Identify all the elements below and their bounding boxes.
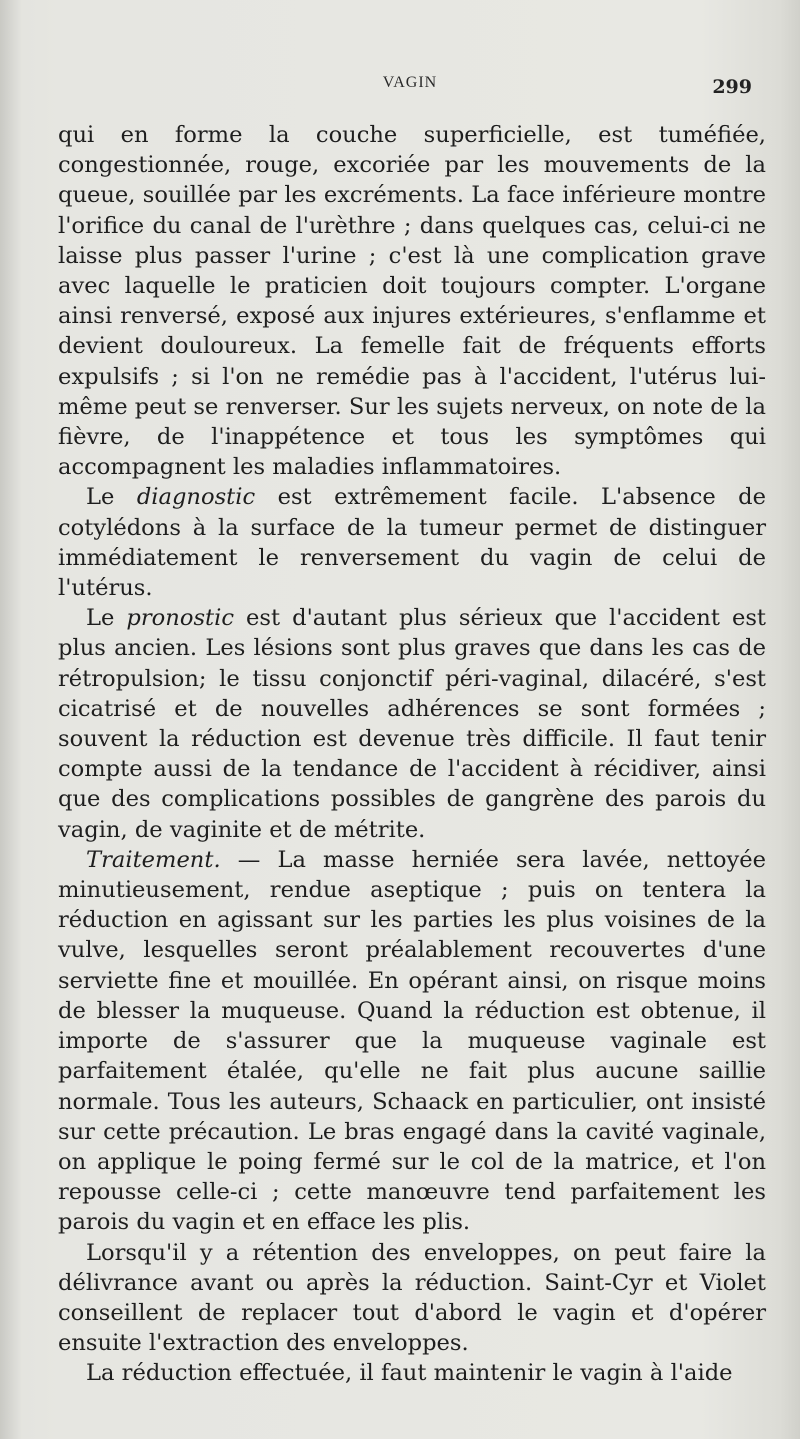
page-header [60, 74, 760, 104]
pronostic-term: pronostic [126, 605, 234, 632]
diagnostic-term: diagnostic [136, 484, 256, 511]
diagnostic-text: est extrêmement facile. L'absence de cotylédons à la surface de la tumeur permet de distinguer immédiatement le renversement du vagin de celui de l'utérus. [58, 484, 766, 602]
paragraph-diagnostic [58, 482, 766, 603]
traitement-term: Traitement. [86, 846, 221, 873]
page-body [58, 120, 766, 1389]
traitement-text: — La masse herniée sera lavée, nettoyée minutieusement, rendue aseptique ; puis on tentera la réduction en agissant sur les parties les plus voisines de la vulve, lesquelles seront préalablement recouvertes d'une serviette fine et mouillée. En opérant ainsi, on risque moins de blesser la muqueuse. Quand la réduction est obtenue, il importe de s'assurer que la muqueuse vaginale est parfaitement étalée, qu'elle ne fait plus aucune saillie normale. Tous les auteurs, Schaack en particulier, ont insisté sur cette précaution. Le bras engagé dans la cavité vaginale, on applique le poing fermé sur le col de la matrice, et l'on repousse celle-ci ; cette manœuvre tend parfaitement les parois du vagin et en efface les plis. [58, 846, 766, 1236]
pronostic-text: est d'autant plus sérieux que l'accident est plus ancien. Les lésions sont plus graves que dans les cas de rétropulsion; le tissu conjonctif péri-vaginal, dilacéré, s'est cicatrisé et de nouvelles adhérences se sont formées ; souvent la réduction est devenue très difficile. Il faut tenir compte aussi de la tendance de l'accident à récidiver, ainsi que des complications possibles de gangrène des parois du vagin, de vaginite et de métrite. [58, 605, 766, 843]
page-number: 299 [712, 76, 752, 98]
paragraph-symptoms: qui en forme la couche superficielle, est tuméfiée, congestionnée, rouge, excoriée par les mouvements de la queue, souillée par les excréments. La face inférieure montre l'orifice du canal de l'urèthre ; dans quelques cas, celui-ci ne laisse plus passer l'urine ; c'est là une complication grave avec laquelle le praticien doit toujours compter. L'organe ainsi renversé, exposé aux injures extérieures, s'enflamme et devient douloureux. La femelle fait de fréquents efforts expulsifs ; si l'on ne remédie pas à l'accident, l'utérus lui-même peut se renverser. Sur les sujets nerveux, on note de la fièvre, de l'inappétence et tous les symptômes qui accompagnent les maladies inflammatoires. [58, 122, 766, 481]
diagnostic-lead: Le [86, 484, 137, 511]
paragraph-traitement [58, 845, 766, 1238]
pronostic-lead: Le [86, 605, 127, 632]
paragraph-delivrance: Lorsqu'il y a rétention des enveloppes, on peut faire la délivrance avant ou après la réduction. Saint-Cyr et Violet conseillent de replacer tout d'abord le vagin et d'opérer ensuite l'extraction des enveloppes. [58, 1239, 766, 1357]
running-head: VAGIN [382, 74, 438, 91]
paragraph-pronostic [58, 603, 766, 845]
paragraph-reduction: La réduction effectuée, il faut maintenir le vagin à l'aide [86, 1360, 733, 1387]
